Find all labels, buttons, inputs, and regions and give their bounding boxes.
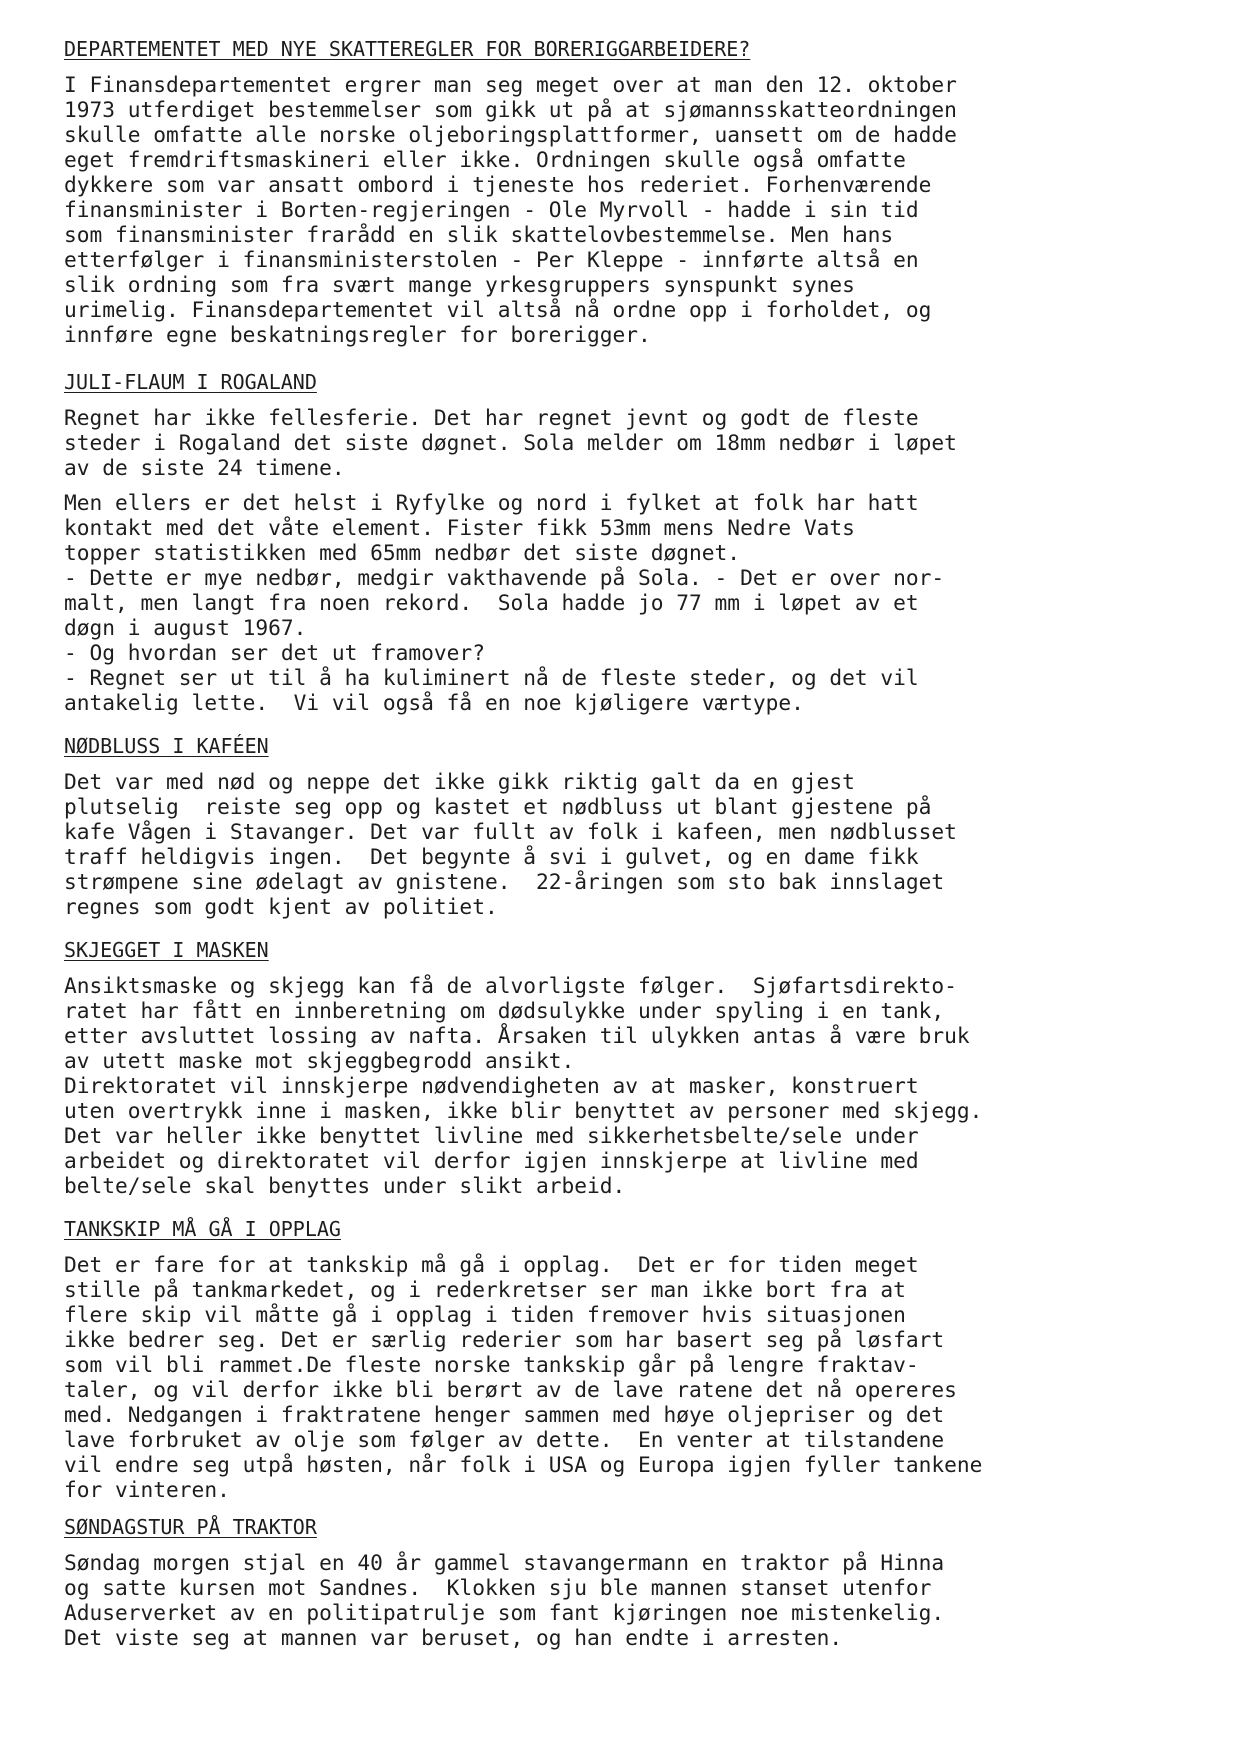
article-paragraph: Regnet har ikke fellesferie. Det har regnet jevnt og godt de fleste steder i Rogaland det siste døgnet. Sola melder om 18mm nedbør i løpet av de siste 24 timene.: [64, 405, 957, 480]
article-juli-flaum: [64, 369, 1154, 715]
article-paragraph: Ansiktsmaske og skjegg kan få de alvorligste følger. Sjøfartsdirekto- ratet har fått en innberetning om dødsulykke under spyling i en tank, etter avsluttet lossing av nafta. Årsaken til ulykken antas å være bruk av utett maske mot skjeggbegrodd ansikt. Direktoratet vil innskjerpe nødvendigheten av at masker, konstruert uten overtrykk inne i masken, ikke blir benyttet av personer med skjegg. Det var heller ikke benyttet livline med sikkerhetsbelte/sele under arbeidet og direktoratet vil derfor igjen innskjerpe at livline med belte/sele skal benyttes under slikt arbeid.: [64, 973, 983, 1198]
article-sondagstur: [64, 1514, 1154, 1650]
article-headline: SØNDAGSTUR PÅ TRAKTOR: [64, 1515, 317, 1539]
article-headline: NØDBLUSS I KAFÉEN: [64, 734, 269, 758]
article-paragraph: Det var med nød og neppe det ikke gikk riktig galt da en gjest plutselig reiste seg opp og kastet et nødbluss ut blant gjestene på kafe Vågen i Stavanger. Det var fullt av folk i kafeen, men nødblusset traff heldigvis ingen. Det begynte å svi i gulvet, og en dame fikk strømpene sine ødelagt av gnistene. 22-åringen som sto bak innslaget regnes som godt kjent av politiet.: [64, 769, 957, 919]
document-page: [64, 36, 1154, 1650]
article-paragraph: Det er fare for at tankskip må gå i opplag. Det er for tiden meget stille på tankmarkedet, og i rederkretser ser man ikke bort fra at flere skip vil måtte gå i opplag i tiden fremover hvis situasjonen ikke bedrer seg. Det er særlig rederier som har basert seg på løsfart som vil bli rammet.De fleste norske tankskip går på lengre fraktav- taler, og vil derfor ikke bli berørt av de lave ratene det nå opereres med. Nedgangen i fraktratene henger sammen med høye oljepriser og det lave forbruket av olje som følger av dette. En venter at tilstandene vil endre seg utpå høsten, når folk i USA og Europa igjen fyller tankene for vinteren.: [64, 1252, 983, 1502]
article-headline: DEPARTEMENTET MED NYE SKATTEREGLER FOR BORERIGGARBEIDERE?: [64, 37, 751, 61]
article-headline: SKJEGGET I MASKEN: [64, 938, 269, 962]
article-skjegget: [64, 937, 1154, 1198]
article-paragraph: Søndag morgen stjal en 40 år gammel stavangermann en traktor på Hinna og satte kursen mot Sandnes. Klokken sju ble mannen stanset utenfor Aduserverket av en politipatrulje som fant kjøringen noe mistenkelig. Det viste seg at mannen var beruset, og han endte i arresten.: [64, 1550, 945, 1650]
article-tankskip: [64, 1216, 1154, 1502]
article-paragraph: Men ellers er det helst i Ryfylke og nord i fylket at folk har hatt kontakt med det våte element. Fister fikk 53mm mens Nedre Vats topper statistikken med 65mm nedbør det siste døgnet. - Dette er mye nedbør, medgir vakthavende på Sola. - Det er over nor- malt, men langt fra noen rekord. Sola hadde jo 77 mm i løpet av et døgn i august 1967. - Og hvordan ser det ut framover? - Regnet ser ut til å ha kuliminert nå de fleste steder, og det vil antakelig lette. Vi vil også få en noe kjøligere værtype.: [64, 490, 945, 715]
article-skatteregler: [64, 36, 1154, 347]
article-headline: JULI-FLAUM I ROGALAND: [64, 370, 317, 394]
article-paragraph: I Finansdepartementet ergrer man seg meget over at man den 12. oktober 1973 utferdiget bestemmelser som gikk ut på at sjømannsskatteordningen skulle omfatte alle norske oljeboringsplattformer, uansett om de hadde eget fremdriftsmaskineri eller ikke. Ordningen skulle også omfatte dykkere som var ansatt ombord i tjeneste hos rederiet. Forhenværende finansminister i Borten-regjeringen - Ole Myrvoll - hadde i sin tid som finansminister frarådd en slik skattelovbestemmelse. Men hans etterfølger i finansministerstolen - Per Kleppe - innførte altså en slik ordning som fra svært mange yrkesgruppers synspunkt synes urimelig. Finansdepartementet vil altså nå ordne opp i forholdet, og innføre egne beskatningsregler for borerigger.: [64, 72, 957, 347]
article-nodbluss: [64, 733, 1154, 919]
article-headline: TANKSKIP MÅ GÅ I OPPLAG: [64, 1217, 341, 1241]
